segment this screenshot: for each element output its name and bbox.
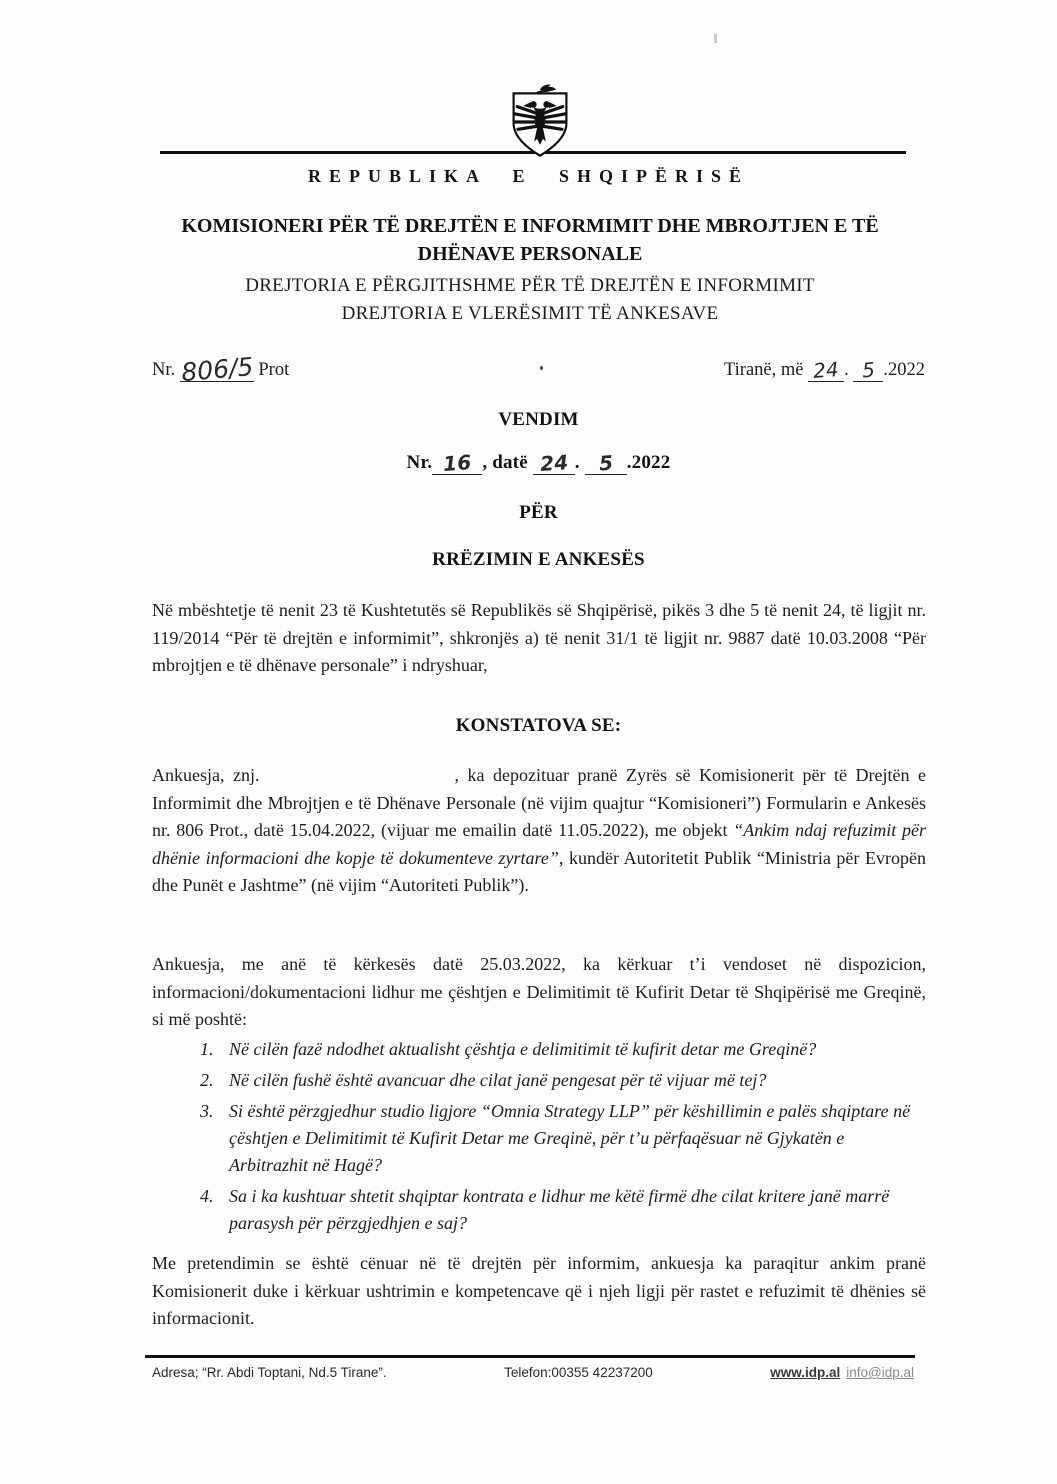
footer-website-link: www.idp.al xyxy=(770,1365,841,1380)
year-text: .2022 xyxy=(883,360,925,380)
question-text: Në cilën fushë është avancuar dhe cilat janë pengesat për të vijuar më tej? xyxy=(229,1070,767,1090)
scan-artifact xyxy=(714,34,717,43)
directorates xyxy=(80,272,980,328)
complaint-authority: , kundër Autoritetit Publik “Ministria për Evropën dhe Punët e Jashtme” (në vijim “Autoriteti Publik”). xyxy=(152,847,926,895)
decision-nr-label: Nr. xyxy=(406,452,433,473)
question-item-3 xyxy=(200,1098,926,1179)
date-separator: . xyxy=(844,360,849,380)
protocol-number xyxy=(152,351,290,388)
decision-subject: RRËZIMIN E ANKESËS xyxy=(432,549,645,570)
decision-date-label: , datë xyxy=(482,452,528,473)
decision-day-fill xyxy=(533,451,575,475)
day-handwritten: 24 xyxy=(812,357,840,383)
decision-dot: . xyxy=(574,452,580,473)
decision-month-fill xyxy=(585,451,627,475)
claim-paragraph: Me pretendimin se është cënuar në të drejtën për informim, ankuesja ka paraqitur ankim pranë Komisionerit duke i kërkuar ushtrimin e kompetencave që i njeh ligji për rastet e refuzimit të dhënies së informacionit. xyxy=(152,1253,926,1328)
question-text: Sa i ka kushtuar shtetit shqiptar kontrata e lidhur me këtë firmë dhe cilat kritere janë marrë parasysh për përzgjedhjen e saj? xyxy=(229,1186,890,1233)
complaint-intro: Ankuesja, znj. xyxy=(152,765,260,785)
footer-divider xyxy=(145,1355,915,1358)
institution-name xyxy=(80,212,980,268)
footer-address: Adresa; “Rr. Abdi Toptani, Nd.5 Tirane”. xyxy=(152,1365,387,1380)
republic-title: REPUBLIKA E SHQIPËRISË xyxy=(307,166,750,186)
question-text: Në cilën fazë ndodhet aktualisht çështja e delimitimit të kufirit detar me Greqinë? xyxy=(229,1039,817,1059)
question-text: Si është përzgjedhur studio ligjore “Omnia Strategy LLP” për këshillimin e palës shqiptare në çështjen e Delimitimit të Kufirit Detar me Greqinë, për t’u përfaqësuar në Gjykatën e Arbitrazhit në Hagë? xyxy=(229,1101,911,1175)
complaint-body: , ka depozituar pranë Zyrës së Komisionerit për të Drejtën e Informimit dhe Mbrojtjen e të Dhënave Personale (në vijim quajtur “Komisioneri”) Formularin e Ankesës nr. 806 Prot., datë 15.04.2022, (vijuar me emailin datë 11.05.2022), me objekt xyxy=(152,765,926,840)
directorate-general-line: DREJTORIA E PËRGJITHSHME PËR TË DREJTËN E INFORMIMIT xyxy=(245,275,815,296)
question-item-1 xyxy=(200,1036,926,1063)
question-number: 2. xyxy=(200,1070,214,1090)
decision-day-handwritten: 24 xyxy=(539,450,569,476)
protocol-number-handwritten: 806/5 xyxy=(179,351,255,388)
question-list xyxy=(200,1036,926,1241)
legal-basis-paragraph: Në mbështetje të nenit 23 të Kushtetutës së Republikës së Shqipërisë, pikës 3 dhe 5 të nenit 24, të ligjit nr. 119/2014 “Për të drejtën e informimit”, shkronjës a) të nenit 31/1 të ligjit nr. 9887 datë 10.03.2008 “Për mbrojtjen e të dhënave personale” i ndryshuar, xyxy=(152,600,926,675)
footer-phone: Telefon:00355 42237200 xyxy=(504,1365,653,1380)
month-fill xyxy=(853,358,883,382)
question-number: 3. xyxy=(200,1101,214,1121)
footer-email-link: info@idp.al xyxy=(846,1365,914,1380)
decision-nr-handwritten: 16 xyxy=(442,450,473,476)
complaint-object-quote: “Ankim ndaj refuzimit për dhënie informacioni dhe kopje të dokumenteve zyrtare” xyxy=(152,820,926,868)
footer-links xyxy=(770,1365,914,1380)
question-item-2 xyxy=(200,1067,926,1094)
decision-nr-fill xyxy=(432,451,482,475)
month-handwritten: 5 xyxy=(861,357,876,383)
place-date xyxy=(724,358,925,382)
decision-number-line xyxy=(152,451,925,475)
konstatova-heading: KONSTATOVA SE: xyxy=(455,715,622,736)
question-number: 1. xyxy=(200,1039,214,1059)
protocol-row xyxy=(152,351,925,388)
institution-name-line1: KOMISIONERI PËR TË DREJTËN E INFORMIMIT DHE MBROJTJEN E TË xyxy=(181,215,879,237)
protocol-prot-label: Prot xyxy=(258,360,290,380)
place-date-label: Tiranë, më xyxy=(724,360,804,380)
request-paragraph: Ankuesja, me anë të kërkesës datë 25.03.2022, ka kërkuar t’i vendoset në dispozicion, informacioni/dokumentacioni lidhur me çështjen e Delimitimit të Kufirit Detar të Shqipërisë me Greqinë, si më poshtë: xyxy=(152,954,926,1029)
decision-title: VENDIM xyxy=(498,409,579,430)
complaint-paragraph xyxy=(152,762,926,900)
protocol-number-fill xyxy=(179,351,255,388)
question-number: 4. xyxy=(200,1186,214,1206)
question-item-4 xyxy=(200,1183,926,1237)
protocol-number-label: Nr. xyxy=(152,360,176,380)
footer xyxy=(152,1365,914,1380)
institution-name-line2: DHËNAVE PERSONALE xyxy=(417,243,643,265)
day-fill xyxy=(808,358,844,382)
albanian-eagle-icon xyxy=(507,83,573,161)
per-heading: PËR xyxy=(519,502,558,523)
scan-dot-artifact xyxy=(540,366,543,370)
directorate-complaints-line: DREJTORIA E VLERËSIMIT TË ANKESAVE xyxy=(341,303,719,324)
decision-year-text: .2022 xyxy=(626,452,671,473)
decision-month-handwritten: 5 xyxy=(597,450,614,476)
coat-of-arms xyxy=(507,83,573,161)
